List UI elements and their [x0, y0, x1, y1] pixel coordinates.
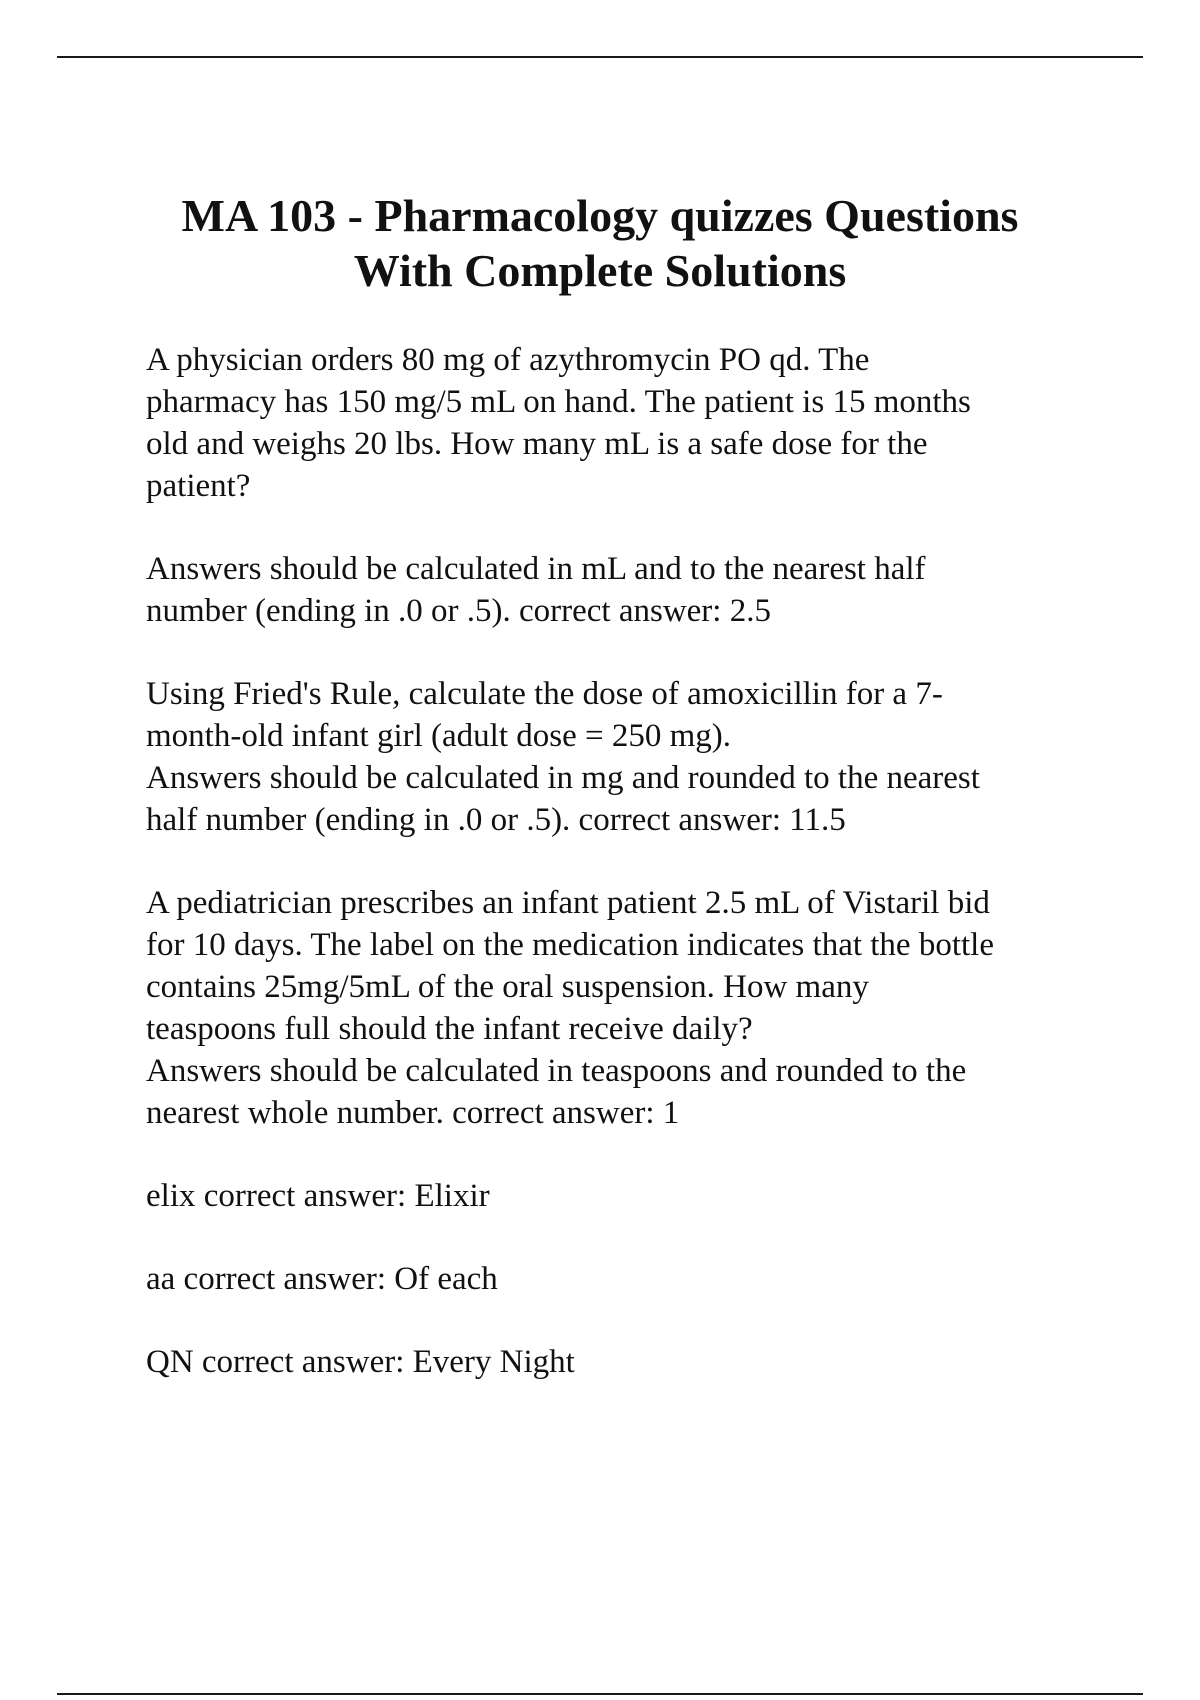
term-block [146, 1258, 1086, 1300]
text-line: number (ending in .0 or .5). correct answer: 2.5 [146, 593, 771, 629]
text-line: pharmacy has 150 mg/5 mL on hand. The patient is 15 months [146, 384, 971, 420]
text-line: Answers should be calculated in mg and rounded to the nearest [146, 760, 980, 796]
question-block [146, 882, 1086, 1134]
text-line: teaspoons full should the infant receive daily? [146, 1011, 753, 1047]
question-block [146, 339, 1086, 507]
text-line: A physician orders 80 mg of azythromycin PO qd. The [146, 342, 870, 378]
title-line: With Complete Solutions [353, 245, 847, 296]
question-block [146, 673, 1086, 841]
text-line: for 10 days. The label on the medication indicates that the bottle [146, 927, 994, 963]
text-line: patient? [146, 468, 251, 504]
text-line: nearest whole number. correct answer: 1 [146, 1095, 680, 1131]
text-line: aa correct answer: Of each [146, 1261, 498, 1297]
document-body [146, 339, 1086, 1424]
text-line: A pediatrician prescribes an infant patient 2.5 mL of Vistaril bid [146, 885, 990, 921]
text-line: old and weighs 20 lbs. How many mL is a safe dose for the [146, 426, 928, 462]
answer-block [146, 548, 1086, 632]
term-block [146, 1341, 1086, 1383]
text-line: Answers should be calculated in teaspoons and rounded to the [146, 1053, 967, 1089]
text-line: half number (ending in .0 or .5). correct answer: 11.5 [146, 802, 846, 838]
term-block [146, 1175, 1086, 1217]
text-line: Using Fried's Rule, calculate the dose of amoxicillin for a 7- [146, 676, 943, 712]
text-line: QN correct answer: Every Night [146, 1344, 575, 1380]
top-rule [57, 56, 1143, 58]
title-line: MA 103 - Pharmacology quizzes Questions [181, 190, 1019, 241]
text-line: contains 25mg/5mL of the oral suspension. How many [146, 969, 869, 1005]
text-line: month-old infant girl (adult dose = 250 mg). [146, 718, 732, 754]
text-line: elix correct answer: Elixir [146, 1178, 490, 1214]
document-title [60, 188, 1140, 298]
text-line: Answers should be calculated in mL and to the nearest half [146, 551, 926, 587]
bottom-rule [57, 1693, 1143, 1695]
